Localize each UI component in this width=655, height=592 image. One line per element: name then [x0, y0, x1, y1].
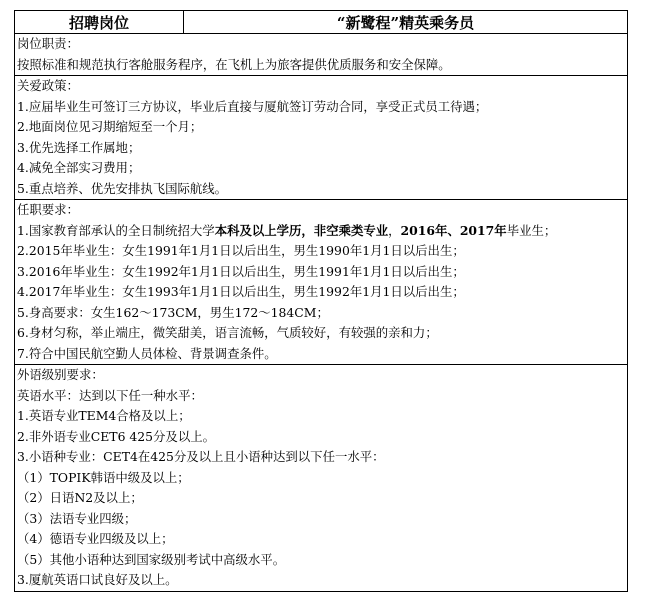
section-title: 外语级别要求： — [17, 367, 104, 382]
section-title: 任职要求： — [17, 202, 79, 217]
degree-requirement: 本科及以上学历，非空乘类专业 — [214, 222, 389, 238]
list-item: 7.符合中国民航空勤人员体检、背景调查条件。 — [17, 345, 277, 361]
section-title: 岗位职责： — [17, 36, 79, 51]
list-item: （4）德语专业四级及以上； — [17, 531, 174, 546]
list-item: 按照标准和规范执行客舱服务程序，在飞机上为旅客提供优质服务和安全保障。 — [17, 56, 451, 72]
list-item: 1.应届毕业生可签订三方协议，毕业后直接与厦航签订劳动合同，享受正式员工待遇； — [17, 98, 488, 114]
list-item: 5.重点培养、优先安排执飞国际航线。 — [17, 180, 228, 196]
list-item: （5）其他小语种达到国家级别考试中高级水平。 — [17, 551, 286, 567]
list-item: （1）TOPIK韩语中级及以上； — [17, 469, 190, 485]
list-item: 1.英语专业TEM4合格及以上； — [17, 408, 191, 423]
graduation-years: 2016年、2017年 — [400, 222, 507, 238]
list-item: 3.优先选择工作属地； — [17, 139, 141, 155]
list-item: 2.非外语专业CET6 425分及以上。 — [17, 428, 215, 444]
position-label: 招聘岗位 — [15, 11, 184, 33]
list-item: 英语水平：达到以下任一种水平： — [17, 387, 203, 403]
duties-section — [15, 34, 627, 76]
graduate-text: 毕业生； — [506, 222, 557, 238]
section-title: 关爱政策： — [17, 78, 79, 93]
list-item: 6.身材匀称，举止端庄，微笑甜美，语言流畅，气质较好，有较强的亲和力； — [17, 325, 438, 340]
list-item: 3.小语种专业：CET4在425分及以上且小语种达到以下任一水平： — [17, 449, 385, 464]
list-item: 3.2016年毕业生：女生1992年1月1日以后出生，男生1991年1月1日以后出生； — [17, 263, 465, 279]
language-section — [15, 365, 627, 591]
list-item: （3）法语专业四级； — [17, 510, 137, 526]
recruitment-table — [14, 10, 628, 592]
table-header-row — [15, 11, 627, 34]
list-item: 4.2017年毕业生：女生1993年1月1日以后出生，男生1992年1月1日以后出生； — [17, 284, 465, 299]
list-item: 4.减免全部实习费用； — [17, 160, 141, 175]
list-item: （2）日语N2及以上； — [17, 490, 143, 505]
list-item: 3.厦航英语口试良好及以上。 — [17, 572, 178, 587]
list-item: 5.身高要求：女生162～173CM，男生172～184CM； — [17, 304, 329, 320]
education-text: 1.国家教育部承认的全日制统招大学 — [17, 222, 215, 238]
separator-text: ， — [388, 222, 401, 238]
requirements-section — [15, 200, 627, 365]
policy-section — [15, 76, 627, 200]
position-title: “新鹭程”精英乘务员 — [336, 13, 475, 32]
list-item: 2.2015年毕业生：女生1991年1月1日以后出生，男生1990年1月1日以后出生； — [17, 243, 465, 258]
list-item: 2.地面岗位见习期缩短至一个月； — [17, 119, 203, 134]
list-item — [15, 221, 627, 242]
